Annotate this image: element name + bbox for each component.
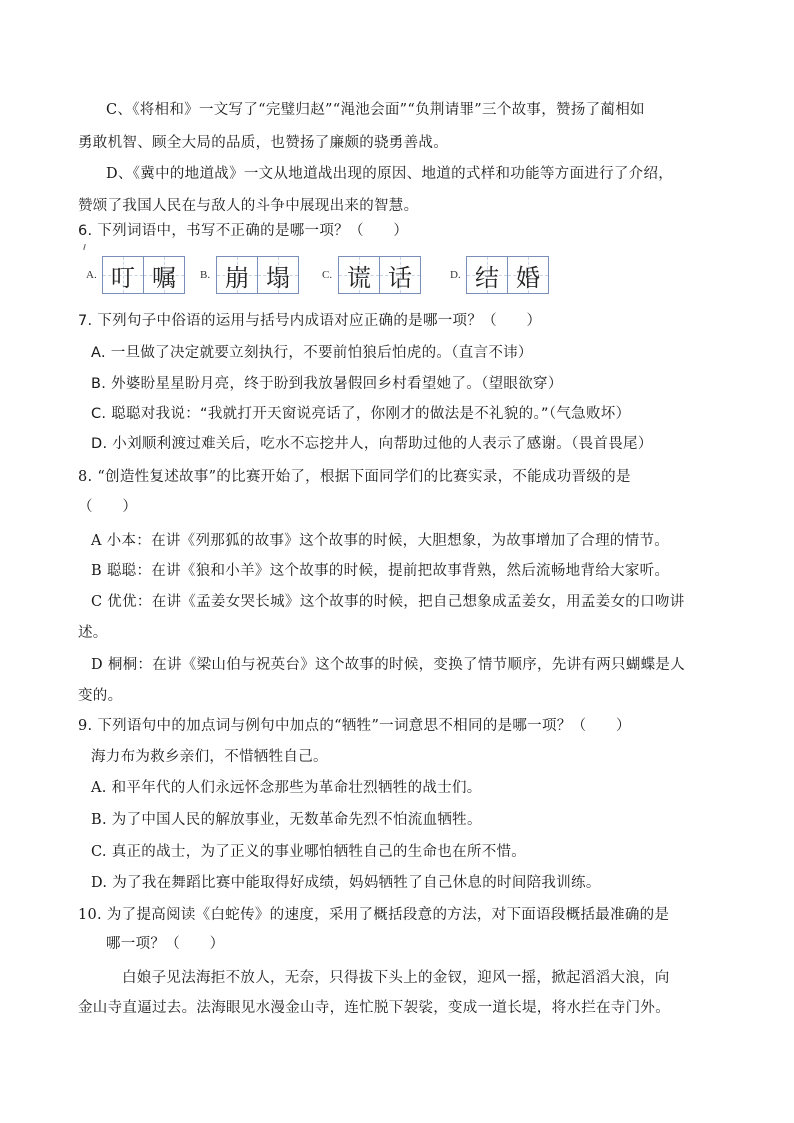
question-7: 7. 下列句子中俗语的运用与括号内成语对应正确的是哪一项？（ ） bbox=[78, 313, 542, 329]
option-d-text-line2: 赞颂了我国人民在与敌人的斗争中展现出来的智慧。 bbox=[78, 198, 419, 214]
question-9: 9. 下列语句中的加点词与例句中加点的“牺牲”一词意思不相同的是哪一项？（ ） bbox=[78, 718, 631, 734]
option-c-text-line2: 勇敢机智、顾全大局的品质，也赞扬了廉颇的骁勇善战。 bbox=[78, 135, 448, 151]
q8-option-c-line2: 述。 bbox=[78, 625, 108, 641]
q8-option-c-line1: C 优优：在讲《孟姜女哭长城》这个故事的时候，把自己想象成孟姜女，用孟姜女的口吻讲 bbox=[91, 594, 685, 610]
option-d-text-line1: D、《冀中的地道战》一文从地道战出现的原因、地道的式样和功能等方面进行了介绍， bbox=[106, 166, 674, 182]
q8-option-d-line1: D 桐桐：在讲《梁山伯与祝英台》这个故事的时候，变换了情节顺序，先讲有两只蝴蝶是人 bbox=[91, 657, 686, 673]
stray-mark bbox=[83, 244, 86, 250]
q6-option-a-label: A. bbox=[86, 269, 97, 281]
q6-c-char1: 谎 bbox=[339, 257, 380, 293]
q9-option-a: A. 和平年代的人们永远怀念那些为革命壮烈牺牲的战士们。 bbox=[91, 780, 482, 796]
q8-option-b: B 聪聪：在讲《狼和小羊》这个故事的时候，提前把故事背熟，然后流畅地背给大家听。 bbox=[91, 563, 670, 579]
question-8: 8. “创造性复述故事”的比赛开始了，根据下面同学们的比赛实录，不能成功晋级的是 bbox=[78, 469, 631, 485]
question-10-line2: 哪一项？（ ） bbox=[106, 936, 225, 952]
q8-option-d-line2: 变的。 bbox=[78, 688, 123, 704]
q9-option-d: D. 为了我在舞蹈比赛中能取得好成绩，妈妈牺牲了自己休息的时间陪我训练。 bbox=[91, 875, 601, 891]
q10-passage-line1: 白娘子见法海拒不放人，无奈，只得拔下头上的金钗，迎风一摇，掀起滔滔大浪，向 bbox=[122, 970, 670, 986]
question-8-bracket: （ ） bbox=[78, 499, 138, 515]
question-10-line1: 10. 为了提高阅读《白蛇传》的速度，采用了概括段意的方法，对下面语段概括最准确的是 bbox=[78, 907, 670, 923]
q7-option-c: C. 聪聪对我说：“我就打开天窗说亮话了，你刚才的做法是不礼貌的。”（气急败坏） bbox=[91, 406, 631, 422]
q6-option-d-label: D. bbox=[450, 269, 461, 281]
q6-option-b-label: B. bbox=[200, 269, 211, 281]
q7-option-b: B. 外婆盼星星盼月亮，终于盼到我放暑假回乡村看望她了。（望眼欲穿） bbox=[91, 376, 563, 392]
q9-option-c: C. 真正的战士，为了正义的事业哪怕牺牲自己的生命也在所不惜。 bbox=[91, 844, 527, 860]
q8-option-a: A 小本：在讲《列那狐的故事》这个故事的时候，大胆想象，为故事增加了合理的情节。 bbox=[91, 533, 670, 549]
q7-option-d: D. 小刘顺利渡过难关后，吃水不忘挖井人，向帮助过他的人表示了感谢。（畏首畏尾） bbox=[91, 436, 653, 452]
q6-option-c-label: C. bbox=[322, 269, 333, 281]
q9-example-sentence: 海力布为救乡亲们，不惜牺牲自己。 bbox=[91, 749, 328, 765]
q6-a-char2: 嘱 bbox=[144, 257, 184, 293]
q6-d-char2: 婚 bbox=[508, 257, 548, 293]
q6-c-char2: 话 bbox=[380, 257, 420, 293]
question-6: 6. 下列词语中，书写不正确的是哪一项？（ ） bbox=[78, 223, 409, 239]
q9-option-b: B. 为了中国人民的解放事业，无数革命先烈不怕流血牺牲。 bbox=[91, 812, 482, 828]
q6-b-char1: 崩 bbox=[217, 257, 258, 293]
q6-d-char1: 结 bbox=[467, 257, 508, 293]
option-c-text-line1: C、《将相和》一文写了“完璧归赵”“渑池会面”“负荆请罪”三个故事，赞扬了蔺相如 bbox=[106, 102, 645, 118]
q6-b-char2: 塌 bbox=[258, 257, 298, 293]
q7-option-a: A. 一旦做了决定就要立刻执行，不要前怕狼后怕虎的。（直言不讳） bbox=[91, 345, 533, 361]
q6-a-char1: 叮 bbox=[103, 257, 144, 293]
q10-passage-line2: 金山寺直逼过去。法海眼见水漫金山寺，连忙脱下袈裟，变成一道长堤，将水拦在寺门外。 bbox=[78, 1000, 670, 1016]
